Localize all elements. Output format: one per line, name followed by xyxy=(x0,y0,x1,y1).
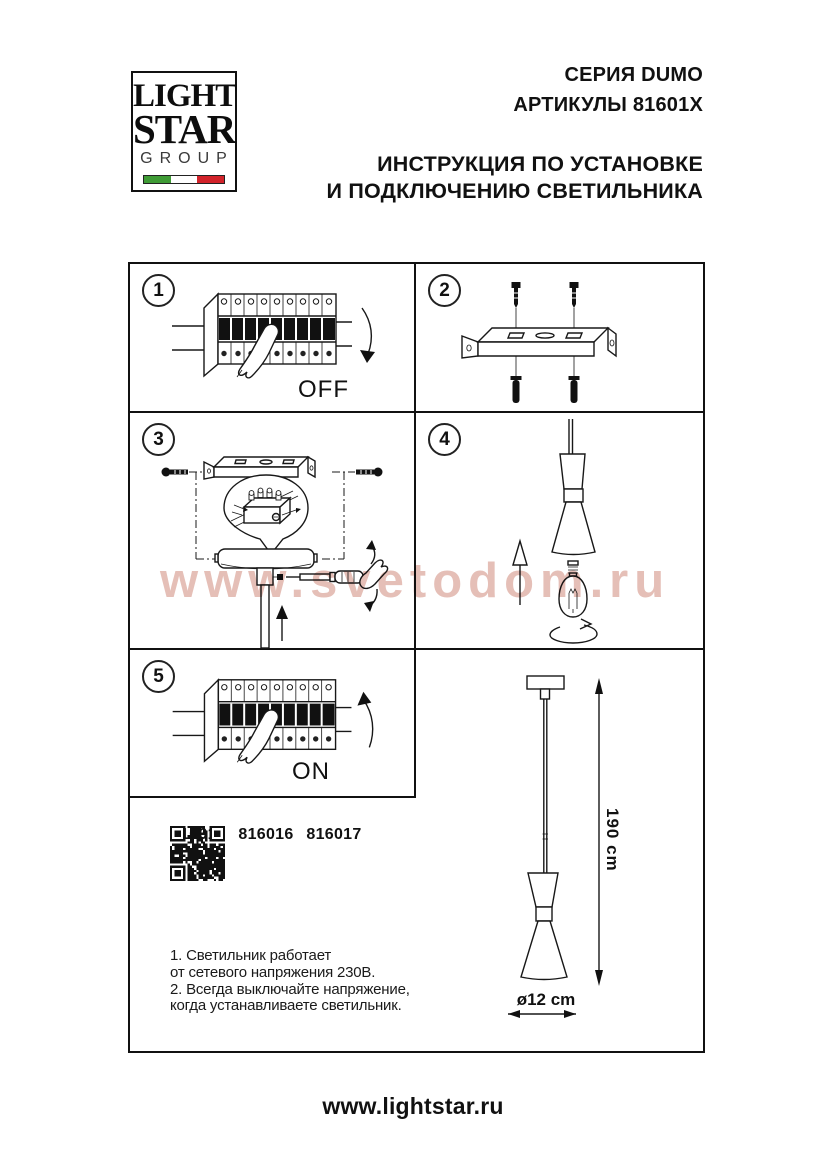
logo-word-group: GROUP xyxy=(140,150,234,167)
bracket-mounting-illustration xyxy=(416,264,703,411)
instruction-diagram-grid xyxy=(128,262,705,1053)
note-line: 2. Всегда выключайте напряжение, xyxy=(170,980,410,998)
step-5-panel xyxy=(130,650,414,796)
article-code: 816016 xyxy=(238,826,294,843)
step-3-number: 3 xyxy=(142,423,175,456)
note-line: 1. Светильник работает xyxy=(170,947,332,964)
step-4-panel xyxy=(416,413,703,648)
note-line: когда устанавливаете светильник. xyxy=(170,997,402,1015)
breaker-on-illustration xyxy=(130,650,414,796)
series-name: СЕРИЯ DUMO xyxy=(564,64,703,86)
canopy-wiring-illustration xyxy=(130,413,414,648)
qr-code-816017 xyxy=(170,826,225,881)
title-block xyxy=(327,60,703,205)
step-3-panel xyxy=(130,413,414,648)
note-line: от сетевого напряжения 230В. xyxy=(170,963,376,981)
step-2-number: 2 xyxy=(428,274,461,307)
step-5-number: 5 xyxy=(142,660,175,693)
instruction-heading-line1: ИНСТРУКЦИЯ ПО УСТАНОВКЕ xyxy=(377,152,703,176)
step-1-number: 1 xyxy=(142,274,175,307)
step-1-panel xyxy=(130,264,414,411)
article-code: 816017 xyxy=(306,826,362,843)
step-2-panel xyxy=(416,264,703,411)
article-numbers-line: АРТИКУЛЫ 81601X xyxy=(513,94,703,116)
flag-red-segment xyxy=(197,176,224,183)
flag-green-segment xyxy=(144,176,171,183)
logo-word-star: STAR xyxy=(133,106,236,152)
instruction-heading-line2: И ПОДКЛЮЧЕНИЮ СВЕТИЛЬНИКА xyxy=(326,179,703,203)
articles-and-notes-panel xyxy=(130,798,414,1051)
article-816017 xyxy=(306,826,362,850)
step-4-number: 4 xyxy=(428,423,461,456)
article-816016 xyxy=(238,826,294,850)
italian-flag-bar xyxy=(143,175,225,184)
flag-white-segment xyxy=(171,176,198,183)
diameter-dimension-label: ø12 cm xyxy=(516,990,576,1009)
lightstar-site-footer: www.lightstar.ru xyxy=(322,1093,504,1119)
pendant-dimensions-panel xyxy=(416,650,703,1051)
lightstar-logo xyxy=(131,71,237,192)
height-dimension-label: 190 cm xyxy=(603,808,622,872)
safety-notes xyxy=(170,948,410,1015)
shade-and-bulb-illustration xyxy=(416,413,703,648)
logo-word-light: LIGHT xyxy=(133,78,237,114)
off-label: OFF xyxy=(298,376,349,403)
svetodom-watermark: www.svetodom.ru xyxy=(160,554,671,608)
on-label: ON xyxy=(292,758,330,785)
article-list xyxy=(170,826,374,850)
breaker-off-illustration xyxy=(130,264,414,411)
